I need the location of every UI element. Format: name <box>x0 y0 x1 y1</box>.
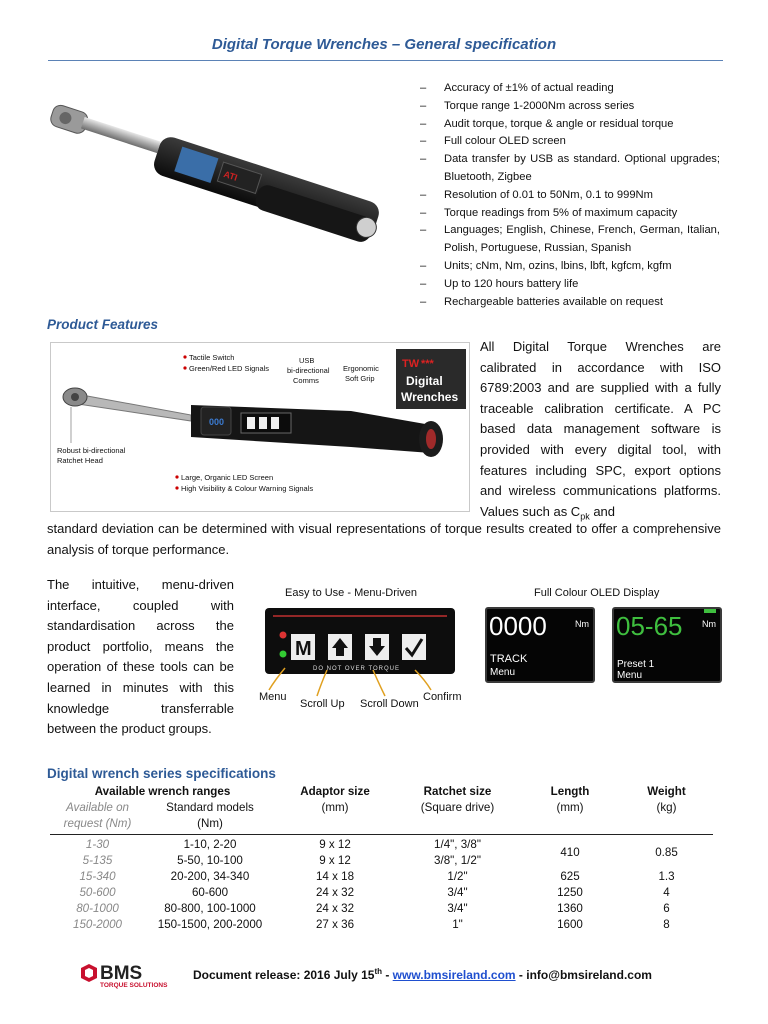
bullet-item: – Resolution of 0.01 to 50Nm, 0.1 to 999Nm <box>420 188 653 201</box>
table-row: 50-600 60-600 24 x 32 3/4" 1250 4 <box>79 885 670 899</box>
website-link[interactable]: www.bmsireland.com <box>392 968 516 982</box>
menu-button-label: M <box>295 638 312 660</box>
bullet-item: – Up to 120 hours battery life <box>420 277 579 290</box>
wrench-hero-image <box>44 84 416 284</box>
badge-brand-text: TW <box>402 358 420 370</box>
interface-paragraph: The intuitive, menu-driven interface, coupled with standardisation across the product portfolio, means the operation of these tools can be learned in minutes with this knowledge transferrable between the product groups. <box>47 577 234 737</box>
subheader-standard-2: (Nm) <box>197 817 223 830</box>
specs-heading: Digital wrench series specifications <box>47 766 276 781</box>
menu-label-confirm: Confirm <box>423 691 462 703</box>
merged-weight-cell: 0.85 <box>655 845 678 859</box>
bullet-item: – Data transfer by USB as standard. Optional upgrades; Bluetooth, Zigbee <box>420 153 720 183</box>
features-diagram <box>51 343 470 512</box>
subheader-available-2: request (Nm) <box>63 817 132 830</box>
title-divider <box>48 60 723 61</box>
merged-length-cell: 410 <box>560 845 580 859</box>
oled-menu-preset: Menu <box>617 670 643 681</box>
specs-table <box>50 783 713 933</box>
callout-usb-3: Comms <box>293 376 319 385</box>
menu-label-scroll-down: Scroll Down <box>360 698 419 710</box>
subheader-ratchet-unit: (Square drive) <box>420 801 495 814</box>
footer <box>0 962 768 992</box>
feature-bullet-list <box>420 80 720 311</box>
col-header-length: Length <box>550 785 590 798</box>
badge-stars-text: *** <box>421 358 434 370</box>
product-features-image <box>50 342 470 512</box>
svg-text:ATI: ATI <box>222 169 239 183</box>
subheader-length-unit: (mm) <box>556 801 584 814</box>
oled-unit-track: Nm <box>575 619 589 629</box>
footer-text: Document release: 2016 July 15th - www.bmsireland.com - info@bmsireland.com <box>193 967 652 982</box>
col-header-weight: Weight <box>647 785 686 798</box>
svg-text:TORQUE SOLUTIONS: TORQUE SOLUTIONS <box>100 982 168 989</box>
oled-value-track: 0000 <box>489 611 547 641</box>
table-row: 1-30 1-10, 2-20 9 x 12 1/4", 3/8" 410 0.85 <box>50 834 713 853</box>
callout-usb-2: bi-directional <box>287 366 330 375</box>
analysis-paragraph: standard deviation can be determined with visual representations of torque results created to offer a comprehensive analysis of torque performance. <box>47 521 721 557</box>
menu-panel-caption: Easy to Use - Menu-Driven <box>285 587 418 599</box>
subheader-standard: Standard models <box>166 801 254 814</box>
oled-screen-track <box>485 607 595 683</box>
svg-text:000: 000 <box>209 417 225 427</box>
menu-label-scroll-up: Scroll Up <box>300 698 345 710</box>
callout-ratchet-1: Robust bi-directional <box>57 446 126 455</box>
oled-screen-preset <box>612 607 722 683</box>
over-torque-warning-text: DO NOT OVER TORQUE <box>313 666 401 672</box>
col-header-adaptor: Adaptor size <box>300 785 370 798</box>
bullet-item: – Audit torque, torque & angle or residual torque <box>420 117 674 130</box>
col-header-ratchet: Ratchet size <box>423 785 492 798</box>
subheader-weight-unit: (kg) <box>656 801 677 814</box>
product-features-heading: Product Features <box>47 317 159 332</box>
callout-leds: Green/Red LED Signals <box>189 364 270 373</box>
callout-ratchet-2: Ratchet Head <box>57 456 103 465</box>
bullet-item: – Languages; English, Chinese, French, German, Italian, Polish, Portuguese, Russian, Spanish <box>420 224 720 255</box>
svg-text:BMS: BMS <box>100 963 143 984</box>
calibration-paragraph: All Digital Torque Wrenches are calibrated in accordance with ISO 6789:2003 and are supplied with a fully traceable calibration certificate. A PC based data management software is provided with every digital tool, with features including SPC, export options and wireless communications platforms. Values such as $C_{pk}$ and <box>480 339 721 522</box>
bullet-item: – Torque range 1-2000Nm across series <box>420 99 635 112</box>
oled-mode-track: TRACK <box>490 653 528 665</box>
oled-unit-preset: Nm <box>702 619 716 629</box>
email-text: - info@bmsireland.com <box>515 968 652 982</box>
release-text: Document release: 2016 July 15 <box>193 968 375 982</box>
battery-icon <box>704 609 716 613</box>
bullet-item: – Units; cNm, Nm, ozins, lbins, lbft, kgfcm, kgfm <box>420 259 672 272</box>
oled-mode-preset: Preset 1 <box>617 659 655 670</box>
table-row: 80-1000 80-800, 100-1000 24 x 32 3/4" 1360 6 <box>76 901 670 915</box>
callout-tactile: Tactile Switch <box>189 353 235 362</box>
bms-logo <box>80 962 180 990</box>
badge-line1-text: Digital <box>406 374 443 388</box>
badge-line2-text: Wrenches <box>401 390 459 404</box>
menu-label-menu: Menu <box>259 691 287 703</box>
page-title: Digital Torque Wrenches – General specification <box>211 36 557 53</box>
callout-warning: High Visibility & Colour Warning Signals <box>181 484 314 493</box>
table-row: 15-340 20-200, 34-340 14 x 18 1/2" 625 1.3 <box>79 869 675 883</box>
bullet-item: – Rechargeable batteries available on request <box>420 295 663 308</box>
subheader-adaptor-unit: (mm) <box>321 801 349 814</box>
confirm-button <box>402 634 426 660</box>
bullet-item: – Torque readings from 5% of maximum capacity <box>420 206 678 219</box>
callout-grip-1: Ergonomic <box>343 364 379 373</box>
oled-menu-track: Menu <box>490 667 516 678</box>
subheader-available: Available on <box>66 801 129 814</box>
bullet-item: – Accuracy of ±1% of actual reading <box>420 82 614 94</box>
table-row: 5-135 5-50, 10-100 9 x 12 3/8", 1/2" <box>82 853 481 867</box>
oled-caption: Full Colour OLED Display <box>534 587 660 599</box>
callout-usb-1: USB <box>299 356 315 365</box>
callout-grip-2: Soft Grip <box>345 374 375 383</box>
col-header-ranges: Available wrench ranges <box>94 785 231 798</box>
callout-screen: Large, Organic LED Screen <box>181 473 274 482</box>
table-row: 150-2000 150-1500, 200-2000 27 x 36 1" 1600 8 <box>73 917 670 931</box>
oled-value-preset: 05-65 <box>616 611 683 641</box>
bullet-item: – Full colour OLED screen <box>420 135 566 148</box>
